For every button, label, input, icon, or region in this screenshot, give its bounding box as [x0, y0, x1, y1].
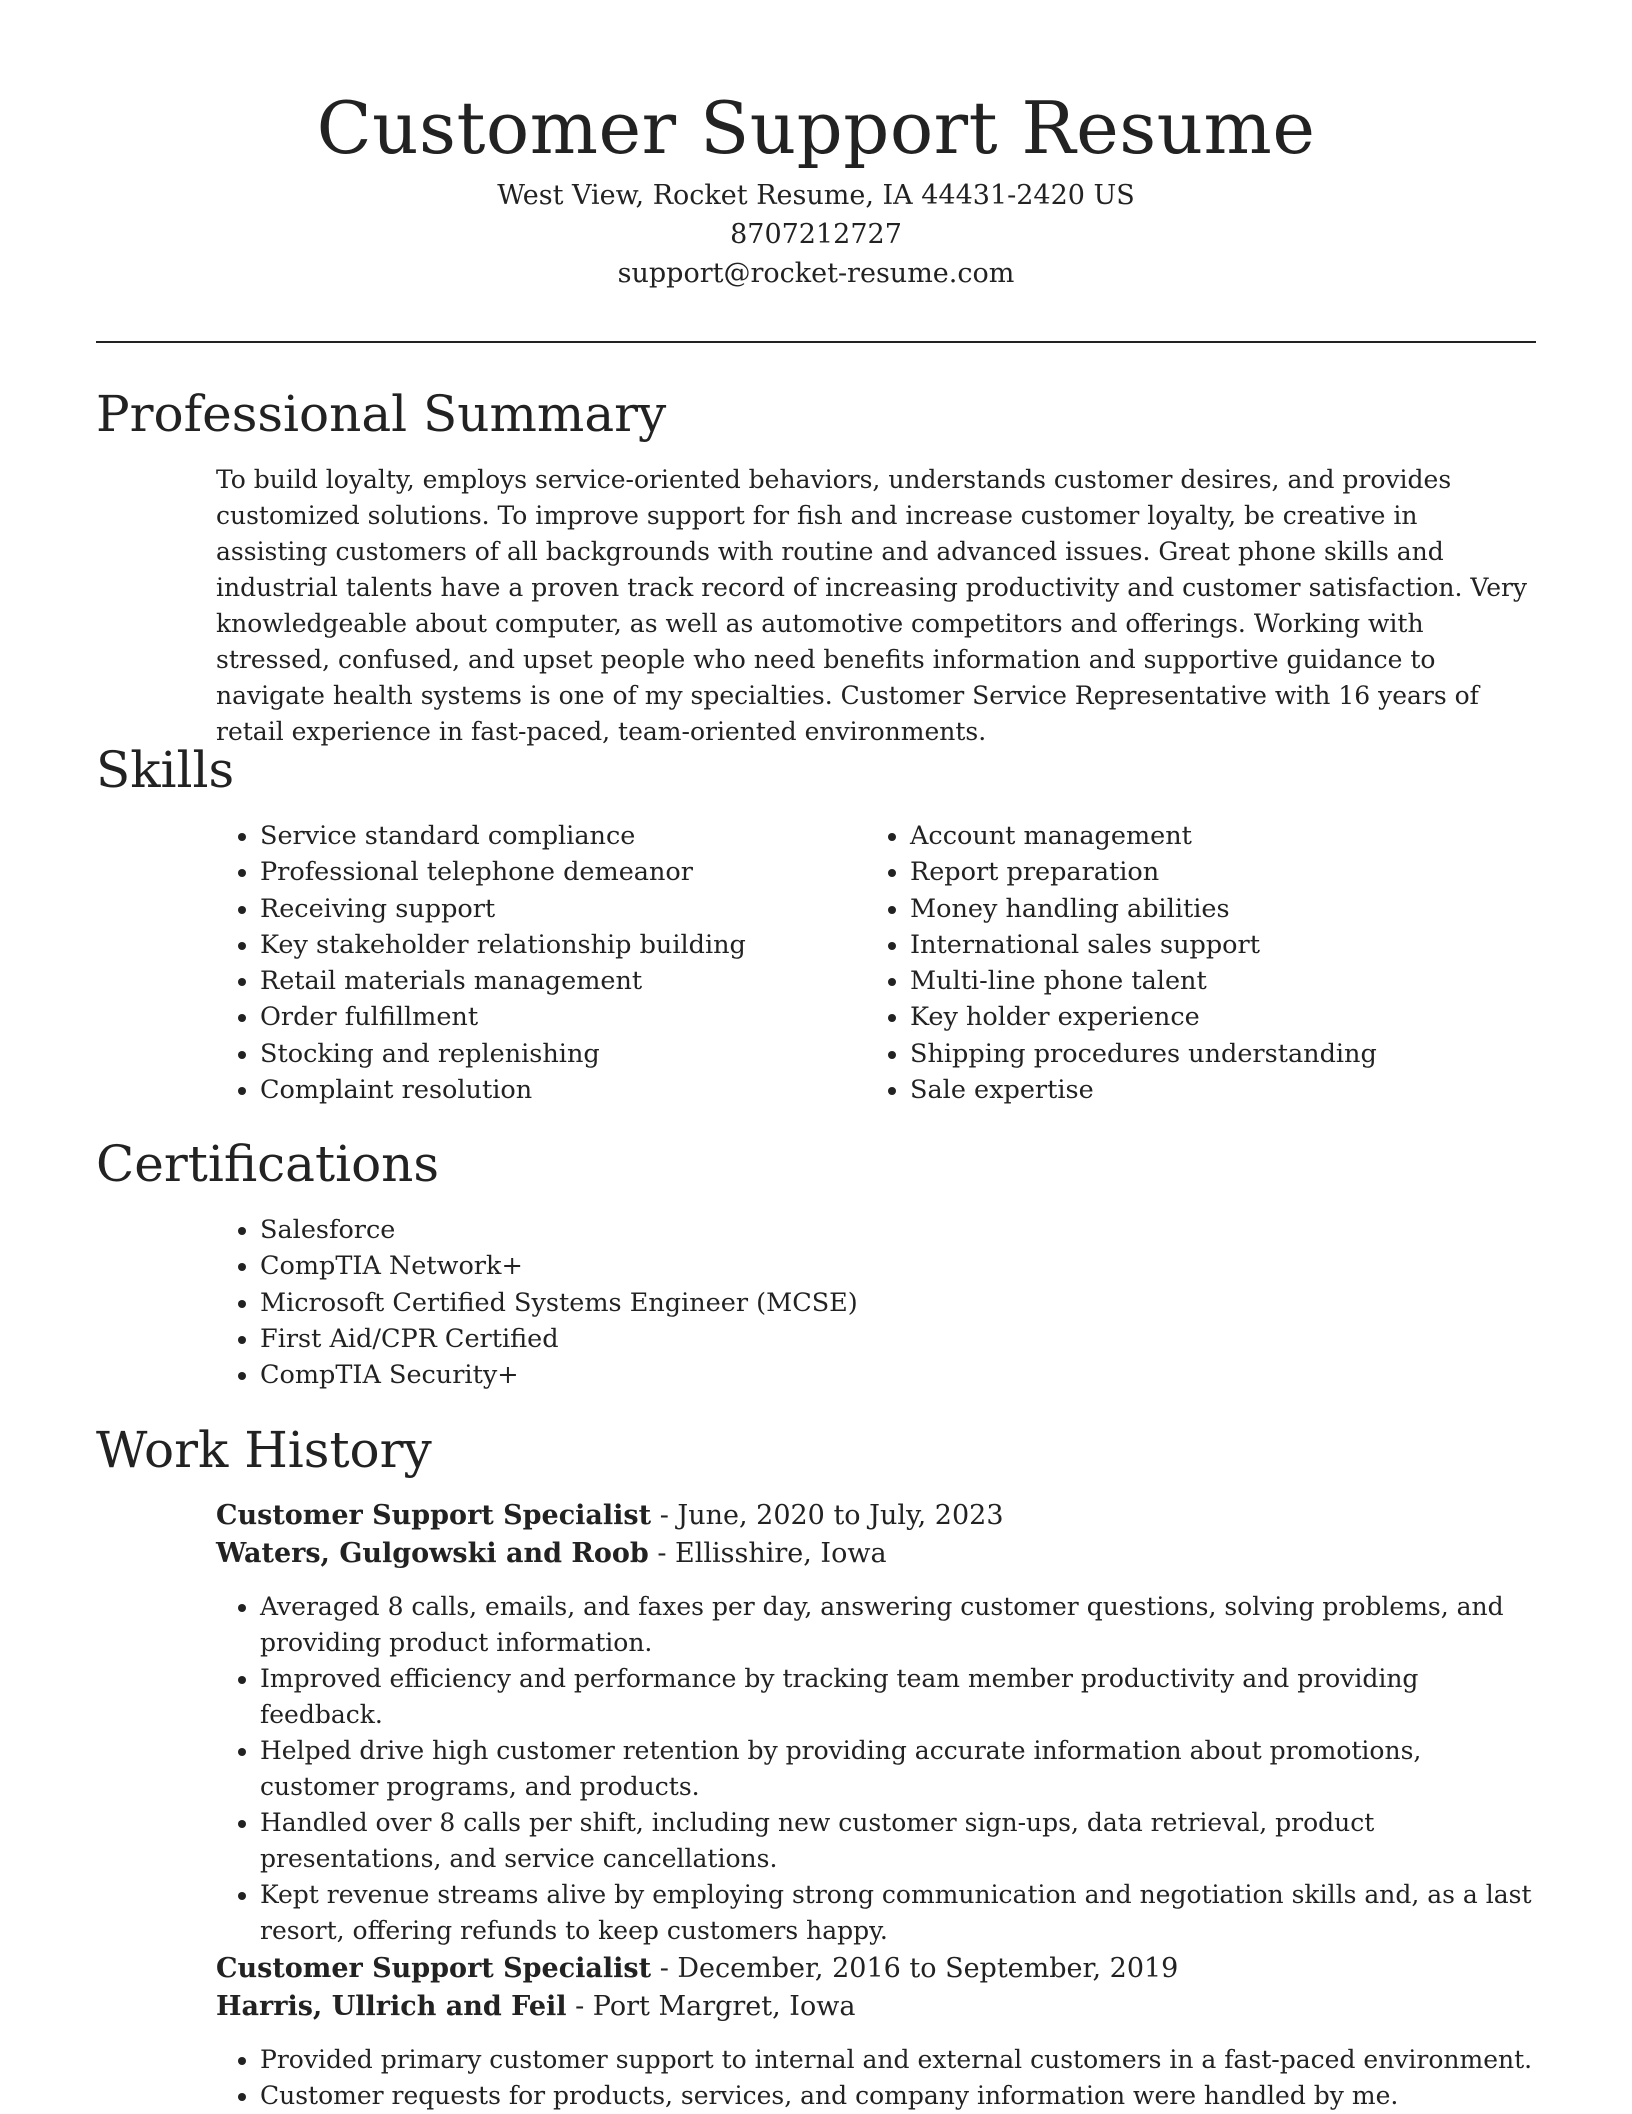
job-location: - Port Margret, Iowa — [566, 1991, 856, 2022]
job-bullet: • Handled over 8 calls per shift, including new customer sign-ups, data retrieval, product presentations, and service cancellations. — [260, 1805, 1546, 1877]
contact-email: support@rocket-resume.com — [617, 258, 1015, 289]
job-bullet: • Averaged 8 calls, emails, and faxes per day, answering customer questions, solving problems, and providing product information. — [260, 1589, 1546, 1661]
job-bullet: • Improved efficiency and performance by tracking team member productivity and providing feedback. — [260, 1661, 1546, 1733]
job-dates: - June, 2020 to July, 2023 — [651, 1500, 1004, 1531]
certification-item: • Salesforce — [260, 1212, 1160, 1248]
skill-item: • Key stakeholder relationship building — [260, 927, 860, 963]
job-bullet: • Customer requests for products, services, and company information were handled by me. — [260, 2078, 1546, 2114]
job-title: Customer Support Specialist — [216, 1953, 652, 1984]
job-company: Harris, Ullrich and Feil — [216, 1991, 567, 2022]
section-title-summary: Professional Summary — [96, 385, 667, 443]
job-company-line — [216, 1988, 1546, 2026]
job-bullet: • Provided primary customer support to internal and external customers in a fast-paced environment. — [260, 2042, 1546, 2078]
skill-item: • Stocking and replenishing — [260, 1036, 860, 1072]
certification-item: • Microsoft Certified Systems Engineer (MCSE) — [260, 1285, 1160, 1321]
job-entry — [216, 1950, 1546, 2114]
job-location: - Ellisshire, Iowa — [648, 1538, 887, 1569]
job-bullet: • Kept revenue streams alive by employing strong communication and negotiation skills and, as a last resort, offering refunds to keep customers happy. — [260, 1877, 1546, 1949]
job-company-line — [216, 1535, 1546, 1573]
skill-item: • Retail materials management — [260, 963, 860, 999]
resume-header — [0, 80, 1632, 293]
certification-item: • CompTIA Network+ — [260, 1248, 1160, 1284]
job-title-line — [216, 1497, 1546, 1535]
certification-item: • First Aid/CPR Certified — [260, 1321, 1160, 1357]
job-title: Customer Support Specialist — [216, 1500, 652, 1531]
job-bullet-list — [216, 2042, 1546, 2114]
contact-phone: 8707212727 — [730, 219, 902, 250]
skill-item: • Account management — [910, 818, 1550, 854]
contact-address: West View, Rocket Resume, IA 44431-2420 US — [497, 180, 1135, 211]
resume-name: Customer Support Resume — [316, 86, 1316, 170]
certifications-list — [216, 1212, 1160, 1393]
skill-item: • Shipping procedures understanding — [910, 1036, 1550, 1072]
section-title-certifications: Certifications — [96, 1135, 440, 1193]
job-bullet: • Helped drive high customer retention by providing accurate information about promotions, customer programs, and products. — [260, 1733, 1546, 1805]
skills-list-left — [216, 818, 860, 1108]
job-title-line — [216, 1950, 1546, 1988]
job-bullet-list — [216, 1589, 1546, 1949]
skill-item: • Report preparation — [910, 854, 1550, 890]
skill-item: • Professional telephone demeanor — [260, 854, 860, 890]
skill-item: • Complaint resolution — [260, 1072, 860, 1108]
skill-item: • Key holder experience — [910, 999, 1550, 1035]
skill-item: • Receiving support — [260, 891, 860, 927]
certification-item: • CompTIA Security+ — [260, 1357, 1160, 1393]
job-company: Waters, Gulgowski and Roob — [216, 1538, 649, 1569]
job-entry — [216, 1497, 1546, 1949]
skill-item: • Service standard compliance — [260, 818, 860, 854]
header-divider — [96, 341, 1536, 343]
skill-item: • Multi-line phone talent — [910, 963, 1550, 999]
skill-item: • Sale expertise — [910, 1072, 1550, 1108]
skills-list-right — [866, 818, 1550, 1108]
section-title-work-history: Work History — [96, 1421, 432, 1479]
section-title-skills: Skills — [96, 741, 235, 799]
skill-item: • Money handling abilities — [910, 891, 1550, 927]
skill-item: • Order fulfillment — [260, 999, 860, 1035]
job-dates: - December, 2016 to September, 2019 — [651, 1953, 1179, 1984]
skill-item: • International sales support — [910, 927, 1550, 963]
summary-text: To build loyalty, employs service-oriented behaviors, understands customer desires, and provides customized solutions. To improve support for fish and increase customer loyalty, be creative in assisting customers of all backgrounds with routine and advanced issues. Great phone skills and industrial talents have a proven track record of increasing productivity and customer satisfaction. Very knowledgeable about computer, as well as automotive competitors and offerings. Working with stressed, confused, and upset people who need benefits information and supportive guidance to navigate health systems is one of my specialties. Customer Service Representative with 16 years of retail experience in fast-paced, team-oriented environments. — [216, 465, 1528, 746]
